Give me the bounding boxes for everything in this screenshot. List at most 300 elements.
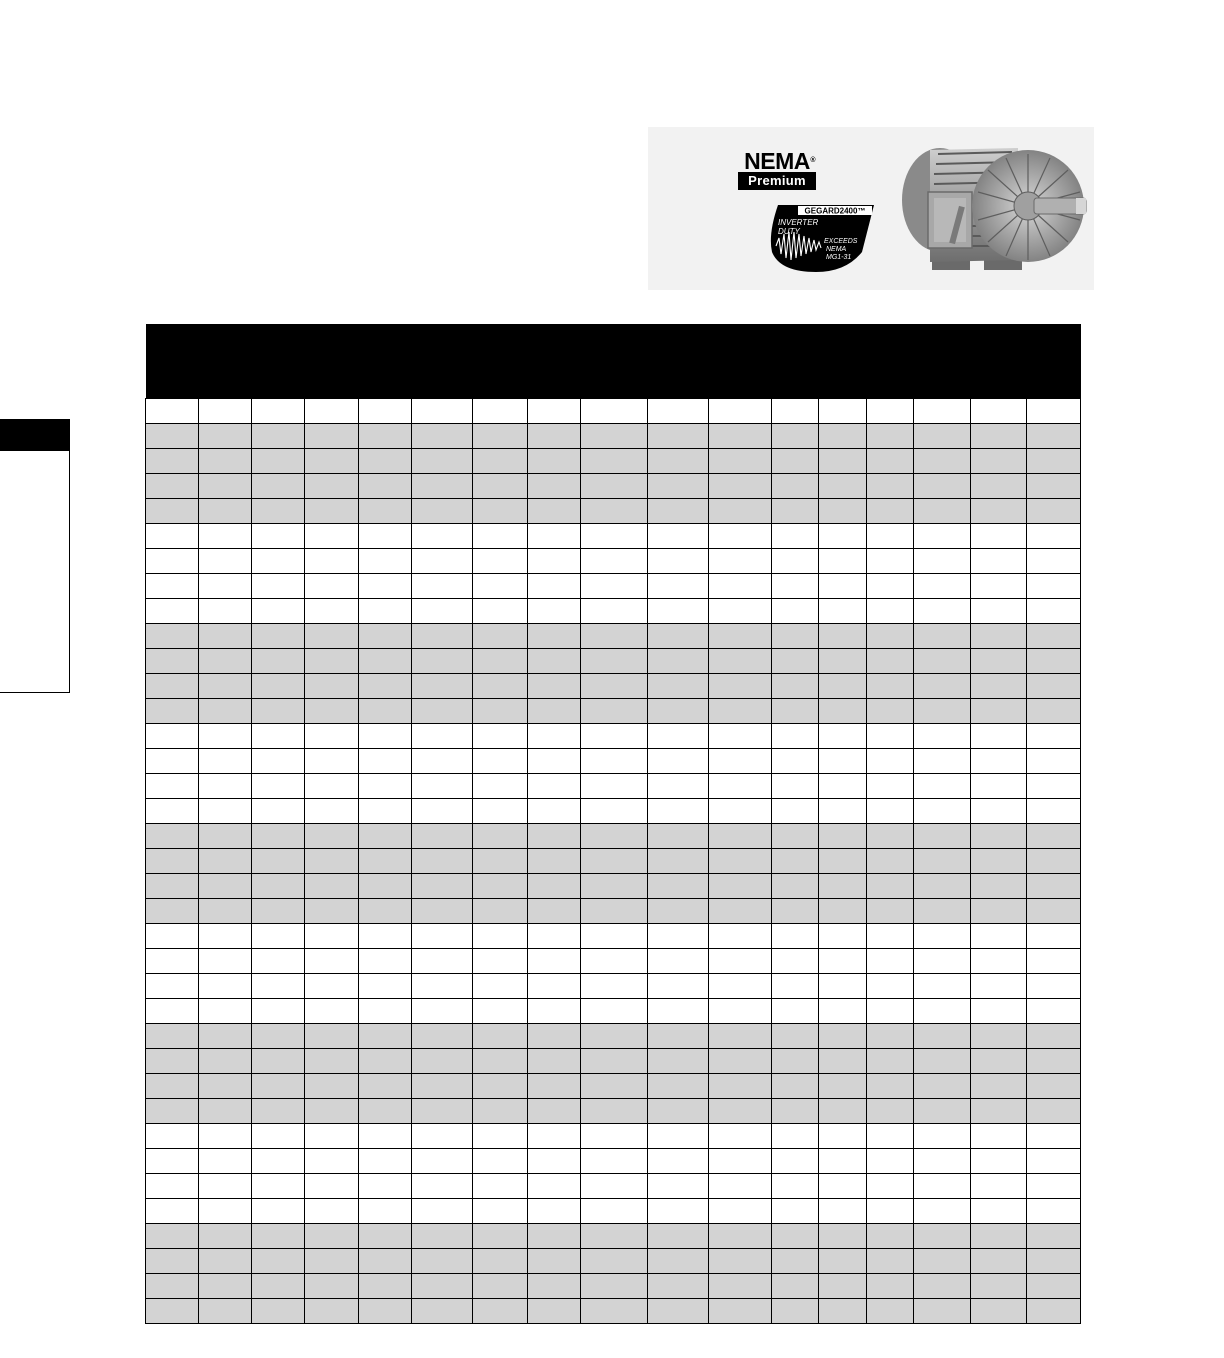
table-cell: [412, 724, 473, 749]
table-cell: [199, 874, 252, 899]
table-cell: [648, 699, 709, 724]
table-cell: [971, 1074, 1027, 1099]
table-cell: [473, 549, 528, 574]
table-cell: [199, 1024, 252, 1049]
table-cell: [971, 399, 1027, 424]
table-cell: [581, 474, 648, 499]
table-cell: [772, 974, 819, 999]
table-cell: [412, 974, 473, 999]
table-row: [146, 774, 1081, 799]
table-cell: [867, 899, 914, 924]
table-cell: [473, 824, 528, 849]
table-cell: [914, 474, 971, 499]
table-cell: [971, 599, 1027, 624]
table-cell: [819, 774, 867, 799]
table-cell: [648, 924, 709, 949]
table-cell: [914, 1049, 971, 1074]
table-cell: [772, 549, 819, 574]
table-cell: [199, 974, 252, 999]
table-cell: [473, 799, 528, 824]
table-cell: [359, 449, 412, 474]
table-cell: [252, 899, 305, 924]
table-cell: [648, 474, 709, 499]
table-cell: [581, 974, 648, 999]
table-cell: [1027, 749, 1081, 774]
table-cell: [648, 1024, 709, 1049]
table-cell: [305, 399, 359, 424]
table-cell: [867, 999, 914, 1024]
table-cell: [709, 599, 772, 624]
table-cell: [819, 449, 867, 474]
table-cell: [867, 524, 914, 549]
table-cell: [412, 749, 473, 774]
table-cell: [473, 424, 528, 449]
table-cell: [305, 1049, 359, 1074]
table-cell: [528, 574, 581, 599]
table-cell: [709, 799, 772, 824]
table-cell: [305, 424, 359, 449]
table-cell: [473, 1149, 528, 1174]
table-cell: [772, 1224, 819, 1249]
table-cell: [412, 874, 473, 899]
table-cell: [359, 1024, 412, 1049]
table-cell: [473, 449, 528, 474]
table-cell: [581, 499, 648, 524]
table-cell: [581, 1074, 648, 1099]
table-cell: [146, 1124, 199, 1149]
table-cell: [709, 824, 772, 849]
table-cell: [146, 1074, 199, 1099]
table-cell: [412, 499, 473, 524]
table-cell: [1027, 1274, 1081, 1299]
table-cell: [359, 1224, 412, 1249]
table-cell: [819, 1174, 867, 1199]
table-cell: [305, 1124, 359, 1149]
table-cell: [971, 849, 1027, 874]
table-cell: [709, 1224, 772, 1249]
table-cell: [252, 1199, 305, 1224]
table-row: [146, 1149, 1081, 1174]
table-cell: [1027, 1124, 1081, 1149]
gegard-line-exceeds: EXCEEDS: [824, 238, 858, 245]
table-cell: [971, 1174, 1027, 1199]
table-cell: [709, 474, 772, 499]
table-cell: [1027, 1049, 1081, 1074]
table-cell: [819, 824, 867, 849]
table-cell: [473, 1274, 528, 1299]
table-cell: [581, 1274, 648, 1299]
table-cell: [146, 1149, 199, 1174]
table-cell: [581, 949, 648, 974]
table-cell: [581, 724, 648, 749]
table-cell: [359, 1099, 412, 1124]
table-cell: [252, 974, 305, 999]
table-cell: [971, 1224, 1027, 1249]
table-cell: [581, 524, 648, 549]
table-cell: [648, 399, 709, 424]
table-row: [146, 624, 1081, 649]
table-cell: [252, 999, 305, 1024]
table-cell: [305, 924, 359, 949]
table-cell: [252, 1249, 305, 1274]
table-cell: [473, 1074, 528, 1099]
table-cell: [252, 1074, 305, 1099]
table-cell: [867, 1049, 914, 1074]
table-cell: [772, 849, 819, 874]
table-cell: [914, 899, 971, 924]
table-cell: [914, 874, 971, 899]
table-cell: [412, 1124, 473, 1149]
table-cell: [252, 1124, 305, 1149]
table-cell: [199, 449, 252, 474]
table-cell: [581, 874, 648, 899]
table-cell: [914, 524, 971, 549]
table-cell: [709, 1274, 772, 1299]
table-cell: [252, 699, 305, 724]
table-cell: [412, 649, 473, 674]
table-cell: [819, 424, 867, 449]
table-cell: [146, 899, 199, 924]
table-cell: [199, 899, 252, 924]
table-cell: [581, 849, 648, 874]
table-cell: [819, 1299, 867, 1324]
table-row: [146, 699, 1081, 724]
table-cell: [252, 674, 305, 699]
table-cell: [709, 849, 772, 874]
table-cell: [648, 1199, 709, 1224]
table-cell: [709, 1049, 772, 1074]
table-cell: [199, 949, 252, 974]
table-cell: [412, 1049, 473, 1074]
table-cell: [528, 874, 581, 899]
table-cell: [412, 699, 473, 724]
table-cell: [914, 549, 971, 574]
table-cell: [359, 474, 412, 499]
table-cell: [581, 924, 648, 949]
table-cell: [709, 1099, 772, 1124]
table-cell: [914, 1199, 971, 1224]
table-cell: [648, 449, 709, 474]
table-cell: [359, 724, 412, 749]
table-cell: [359, 424, 412, 449]
table-cell: [359, 549, 412, 574]
table-cell: [1027, 1149, 1081, 1174]
table-cell: [473, 1224, 528, 1249]
table-cell: [581, 749, 648, 774]
table-cell: [412, 549, 473, 574]
table-cell: [581, 1224, 648, 1249]
table-cell: [648, 949, 709, 974]
table-cell: [867, 1249, 914, 1274]
table-cell: [252, 1274, 305, 1299]
table-cell: [412, 1074, 473, 1099]
table-cell: [709, 749, 772, 774]
table-cell: [199, 399, 252, 424]
table-cell: [199, 1124, 252, 1149]
table-cell: [473, 1174, 528, 1199]
table-cell: [359, 399, 412, 424]
table-cell: [648, 724, 709, 749]
table-cell: [252, 424, 305, 449]
table-cell: [971, 499, 1027, 524]
table-cell: [412, 1149, 473, 1174]
table-cell: [473, 1199, 528, 1224]
table-row: [146, 1224, 1081, 1249]
table-cell: [971, 949, 1027, 974]
table-cell: [359, 624, 412, 649]
table-cell: [473, 674, 528, 699]
table-cell: [772, 1299, 819, 1324]
table-cell: [473, 1024, 528, 1049]
table-row: [146, 849, 1081, 874]
table-cell: [412, 424, 473, 449]
table-cell: [971, 899, 1027, 924]
table-cell: [359, 599, 412, 624]
table-cell: [914, 449, 971, 474]
table-cell: [252, 799, 305, 824]
table-cell: [252, 949, 305, 974]
table-cell: [971, 974, 1027, 999]
table-cell: [772, 1274, 819, 1299]
table-cell: [252, 524, 305, 549]
table-cell: [648, 1149, 709, 1174]
table-cell: [146, 799, 199, 824]
table-cell: [819, 799, 867, 824]
table-cell: [709, 974, 772, 999]
table-cell: [199, 749, 252, 774]
table-cell: [709, 999, 772, 1024]
table-cell: [199, 1199, 252, 1224]
table-cell: [819, 724, 867, 749]
table-cell: [305, 1174, 359, 1199]
table-cell: [1027, 849, 1081, 874]
table-cell: [914, 1124, 971, 1149]
table-cell: [412, 574, 473, 599]
table-cell: [819, 599, 867, 624]
table-cell: [528, 1299, 581, 1324]
table-cell: [199, 499, 252, 524]
table-cell: [772, 999, 819, 1024]
table-cell: [1027, 999, 1081, 1024]
table-cell: [914, 1099, 971, 1124]
table-cell: [772, 524, 819, 549]
table-cell: [914, 599, 971, 624]
table-cell: [819, 1199, 867, 1224]
table-row: [146, 549, 1081, 574]
table-cell: [1027, 1224, 1081, 1249]
table-cell: [914, 749, 971, 774]
table-row: [146, 1049, 1081, 1074]
table-cell: [473, 599, 528, 624]
table-cell: [473, 1249, 528, 1274]
table-cell: [199, 924, 252, 949]
table-cell: [359, 974, 412, 999]
table-cell: [359, 824, 412, 849]
table-cell: [305, 1149, 359, 1174]
table-cell: [528, 1174, 581, 1199]
table-cell: [581, 1249, 648, 1274]
table-cell: [709, 1299, 772, 1324]
table-cell: [359, 999, 412, 1024]
table-cell: [867, 699, 914, 724]
table-cell: [305, 699, 359, 724]
table-cell: [252, 1099, 305, 1124]
table-cell: [709, 1074, 772, 1099]
table-cell: [709, 524, 772, 549]
table-row: [146, 1124, 1081, 1149]
table-row: [146, 1249, 1081, 1274]
table-cell: [914, 949, 971, 974]
table-cell: [709, 424, 772, 449]
table-cell: [1027, 1074, 1081, 1099]
table-cell: [146, 699, 199, 724]
table-cell: [772, 699, 819, 724]
table-cell: [199, 424, 252, 449]
table-cell: [252, 499, 305, 524]
table-cell: [412, 1249, 473, 1274]
table-cell: [772, 1049, 819, 1074]
table-cell: [305, 874, 359, 899]
table-cell: [528, 499, 581, 524]
table-cell: [1027, 724, 1081, 749]
table-cell: [914, 999, 971, 1024]
table-cell: [305, 524, 359, 549]
table-cell: [914, 649, 971, 674]
table-cell: [772, 774, 819, 799]
table-cell: [252, 1049, 305, 1074]
table-cell: [359, 1174, 412, 1199]
table-cell: [971, 524, 1027, 549]
table-row: [146, 1024, 1081, 1049]
table-cell: [199, 1049, 252, 1074]
table-row: [146, 424, 1081, 449]
table-cell: [819, 999, 867, 1024]
table-cell: [772, 724, 819, 749]
table-cell: [867, 774, 914, 799]
gegard-title: GEGARD2400™: [804, 206, 866, 216]
table-cell: [772, 1099, 819, 1124]
table-cell: [252, 1174, 305, 1199]
table-cell: [1027, 599, 1081, 624]
table-row: [146, 1174, 1081, 1199]
table-cell: [528, 899, 581, 924]
table-cell: [199, 774, 252, 799]
gegard-line-nema: NEMA: [826, 246, 847, 253]
table-cell: [305, 824, 359, 849]
table-cell: [971, 474, 1027, 499]
table-cell: [581, 1299, 648, 1324]
table-cell: [648, 1049, 709, 1074]
table-cell: [819, 1224, 867, 1249]
table-cell: [305, 1274, 359, 1299]
table-cell: [146, 474, 199, 499]
table-row: [146, 599, 1081, 624]
table-cell: [1027, 949, 1081, 974]
table-cell: [914, 1249, 971, 1274]
table-cell: [971, 1024, 1027, 1049]
table-cell: [359, 1124, 412, 1149]
table-cell: [772, 649, 819, 674]
table-cell: [709, 724, 772, 749]
table-cell: [146, 1199, 199, 1224]
table-cell: [146, 924, 199, 949]
table-cell: [252, 449, 305, 474]
table-row: [146, 524, 1081, 549]
table-cell: [772, 949, 819, 974]
table-cell: [528, 949, 581, 974]
table-cell: [581, 824, 648, 849]
nema-premium-logo: [738, 150, 816, 192]
nema-premium-label: Premium: [738, 172, 816, 190]
table-cell: [648, 624, 709, 649]
table-cell: [581, 1199, 648, 1224]
table-cell: [146, 849, 199, 874]
table-cell: [199, 474, 252, 499]
electric-motor-photo: [900, 140, 1092, 280]
table-cell: [971, 674, 1027, 699]
table-cell: [1027, 774, 1081, 799]
table-cell: [305, 674, 359, 699]
table-cell: [359, 874, 412, 899]
table-cell: [867, 974, 914, 999]
table-cell: [305, 949, 359, 974]
table-cell: [473, 949, 528, 974]
table-cell: [412, 1299, 473, 1324]
table-cell: [252, 874, 305, 899]
table-cell: [819, 924, 867, 949]
table-row: [146, 874, 1081, 899]
table-cell: [146, 1224, 199, 1249]
table-cell: [252, 1149, 305, 1174]
table-cell: [867, 624, 914, 649]
table-cell: [199, 724, 252, 749]
table-cell: [914, 1074, 971, 1099]
table-cell: [1027, 449, 1081, 474]
table-cell: [473, 1099, 528, 1124]
table-cell: [1027, 574, 1081, 599]
table-cell: [252, 599, 305, 624]
table-cell: [412, 524, 473, 549]
table-cell: [359, 674, 412, 699]
table-cell: [473, 1299, 528, 1324]
table-cell: [971, 924, 1027, 949]
table-cell: [252, 1299, 305, 1324]
table-cell: [914, 699, 971, 724]
table-cell: [359, 1199, 412, 1224]
table-cell: [772, 1124, 819, 1149]
table-cell: [359, 749, 412, 774]
table-cell: [146, 399, 199, 424]
table-cell: [867, 574, 914, 599]
table-cell: [305, 474, 359, 499]
table-cell: [709, 1149, 772, 1174]
table-cell: [709, 949, 772, 974]
table-cell: [412, 624, 473, 649]
table-cell: [648, 499, 709, 524]
table-cell: [146, 599, 199, 624]
table-cell: [473, 574, 528, 599]
table-cell: [199, 674, 252, 699]
table-cell: [867, 424, 914, 449]
table-cell: [971, 424, 1027, 449]
table-cell: [252, 574, 305, 599]
table-cell: [867, 649, 914, 674]
table-cell: [1027, 549, 1081, 574]
table-cell: [772, 1024, 819, 1049]
table-cell: [528, 974, 581, 999]
table-cell: [772, 424, 819, 449]
table-cell: [867, 1299, 914, 1324]
